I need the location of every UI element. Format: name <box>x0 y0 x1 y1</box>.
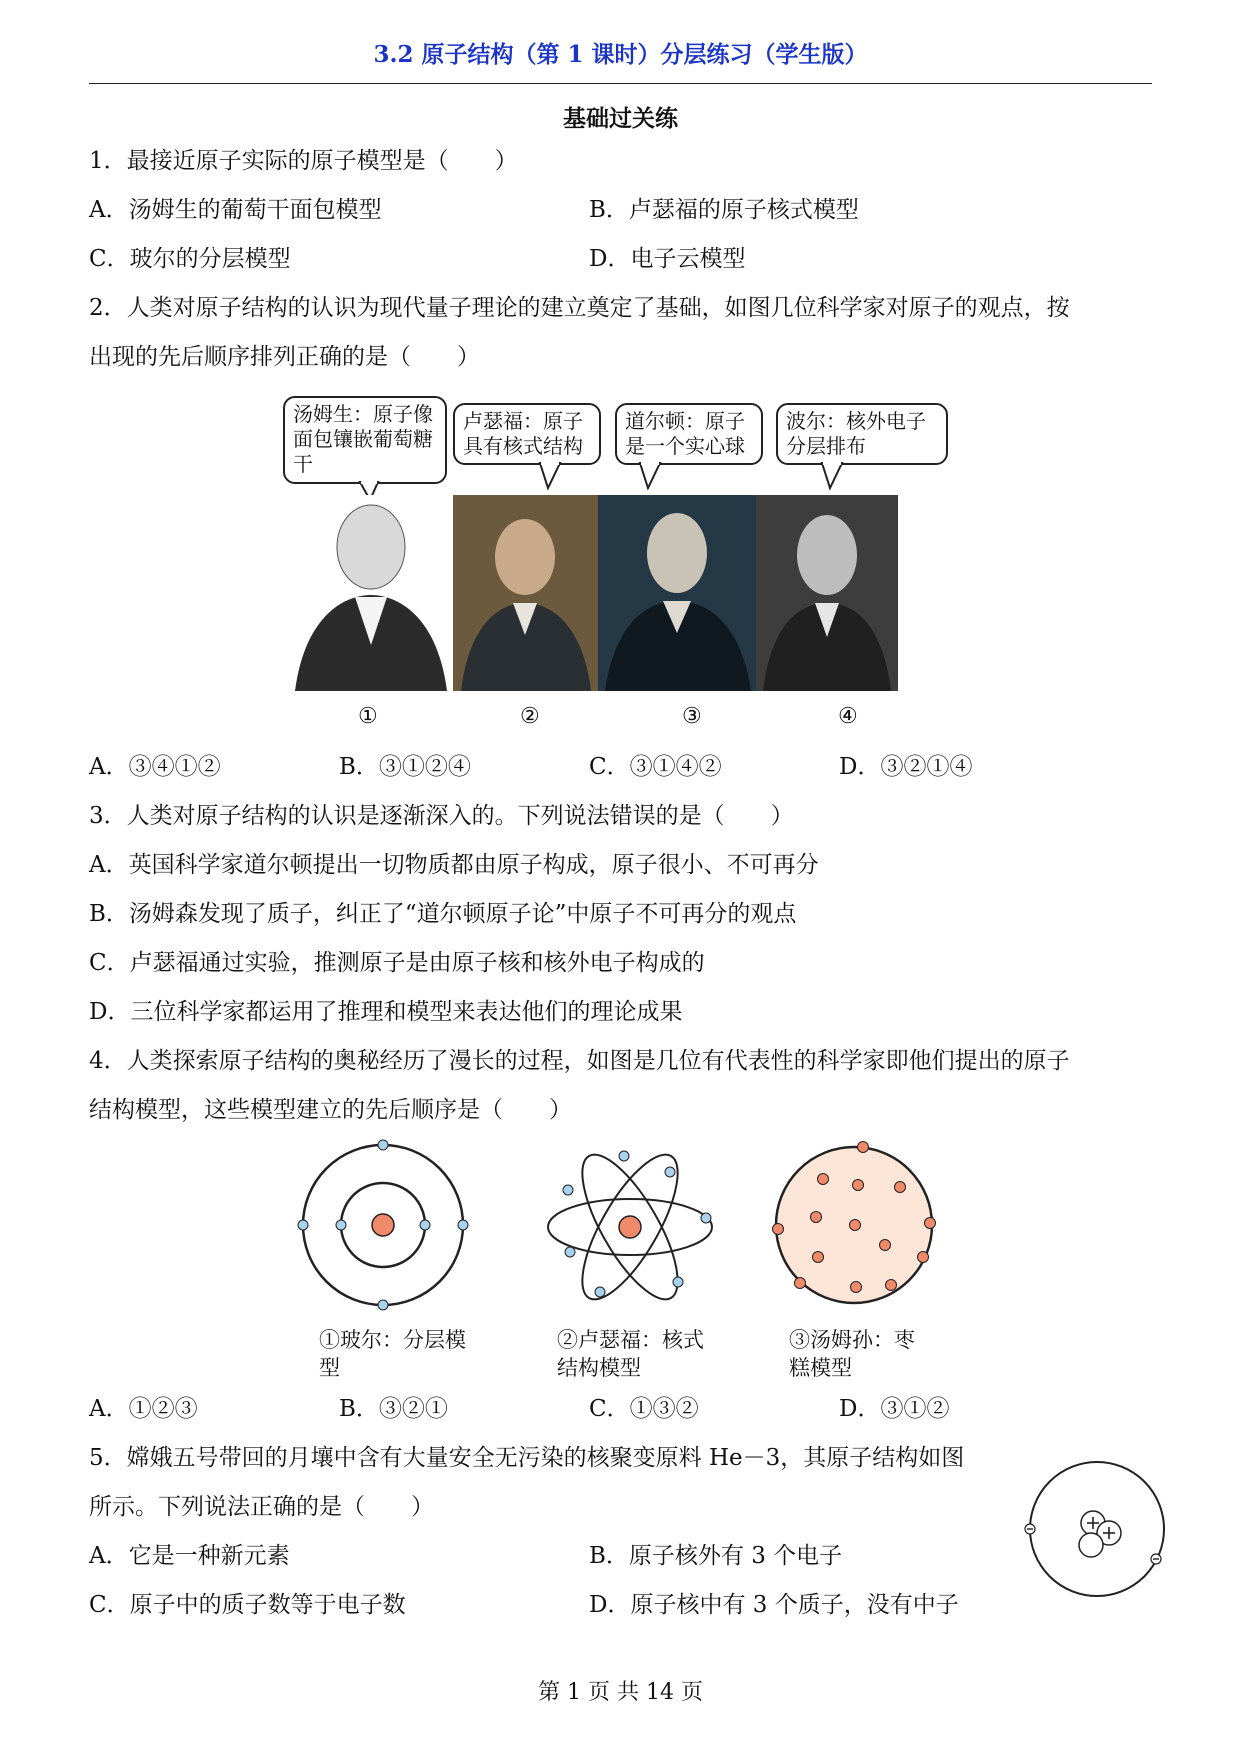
thomson-model-caption: ③汤姆孙：枣糕模型 <box>789 1328 915 1380</box>
bubble-bohr: 波尔：核外电子分层排布 <box>776 403 948 465</box>
q5-stem-line2: 所示。下列说法正确的是（ ） <box>89 1494 434 1520</box>
portrait-label-2: ② <box>520 704 540 729</box>
q5-option-b: B．原子核外有 3 个电子 <box>589 1543 843 1569</box>
q3-option-a: A．英国科学家道尔顿提出一切物质都由原子构成，原子很小、不可再分 <box>89 852 819 878</box>
q4-stem-line1: 4．人类探索原子结构的奥秘经历了漫长的过程，如图是几位有代表性的科学家即他们提出的原子 <box>89 1048 1070 1074</box>
thomson-model-diagram <box>768 1137 948 1317</box>
rutherford-model-caption: ②卢瑟福：核式结构模型 <box>557 1328 704 1380</box>
section-title: 基础过关练 <box>563 105 678 132</box>
portrait-label-1: ① <box>358 704 378 729</box>
q4-option-a: A．①②③ <box>89 1396 198 1422</box>
bubble-tails <box>0 0 1241 520</box>
q1-option-c: C．玻尔的分层模型 <box>89 246 291 272</box>
q4-option-c: C．①③② <box>589 1396 699 1422</box>
document-header-title: 3.2 原子结构（第 1 课时）分层练习（学生版） <box>373 41 868 68</box>
q2-stem-line1: 2．人类对原子结构的认识为现代量子理论的建立奠定了基础，如图几位科学家对原子的观点，按 <box>89 295 1070 321</box>
q1-option-a: A．汤姆生的葡萄干面包模型 <box>89 197 382 223</box>
bubble-rutherford: 卢瑟福：原子具有核式结构 <box>453 403 601 465</box>
portrait-thomson <box>285 495 453 691</box>
helium3-atom-diagram <box>1025 1455 1175 1605</box>
q4-option-b: B．③②① <box>339 1396 448 1422</box>
q5-option-c: C．原子中的质子数等于电子数 <box>89 1592 406 1618</box>
q2-option-d: D．③②①④ <box>839 754 973 780</box>
q2-option-c: C．③①④② <box>589 754 722 780</box>
rutherford-model-diagram <box>540 1142 720 1312</box>
page-footer: 第 1 页 共 14 页 <box>538 1680 703 1705</box>
q1-stem: 1．最接近原子实际的原子模型是（ ） <box>89 148 518 174</box>
bohr-model-diagram <box>296 1137 476 1317</box>
q4-option-d: D．③①② <box>839 1396 950 1422</box>
q3-option-d: D．三位科学家都运用了推理和模型来表达他们的理论成果 <box>89 999 683 1025</box>
portrait-dalton <box>598 495 756 691</box>
q2-option-a: A．③④①② <box>89 754 221 780</box>
portrait-bohr <box>756 495 898 691</box>
q5-option-a: A．它是一种新元素 <box>89 1543 290 1569</box>
q5-stem-line1: 5．嫦娥五号带回的月壤中含有大量安全无污染的核聚变原料 He－3，其原子结构如图 <box>89 1445 965 1471</box>
q4-stem-line2: 结构模型，这些模型建立的先后顺序是（ ） <box>89 1097 572 1123</box>
q5-option-d: D．原子核中有 3 个质子，没有中子 <box>589 1592 959 1618</box>
portrait-label-4: ④ <box>838 704 858 729</box>
scientist-portraits <box>285 495 905 695</box>
q3-stem: 3．人类对原子结构的认识是逐渐深入的。下列说法错误的是（ ） <box>89 803 794 829</box>
portrait-label-3: ③ <box>682 704 702 729</box>
bubble-dalton: 道尔顿：原子是一个实心球 <box>615 403 763 465</box>
q2-option-b: B．③①②④ <box>339 754 471 780</box>
q3-option-b: B．汤姆森发现了质子，纠正了“道尔顿原子论”中原子不可再分的观点 <box>89 901 797 927</box>
q1-option-d: D．电子云模型 <box>589 246 746 272</box>
q1-option-b: B．卢瑟福的原子核式模型 <box>589 197 859 223</box>
bubble-thomson: 汤姆生：原子像面包镶嵌葡萄糖干 <box>283 396 447 484</box>
q3-option-c: C．卢瑟福通过实验，推测原子是由原子核和核外电子构成的 <box>89 950 705 976</box>
q2-stem-line2: 出现的先后顺序排列正确的是（ ） <box>89 344 480 370</box>
bohr-model-caption: ①玻尔：分层模型 <box>319 1328 466 1380</box>
portrait-rutherford <box>453 495 598 691</box>
